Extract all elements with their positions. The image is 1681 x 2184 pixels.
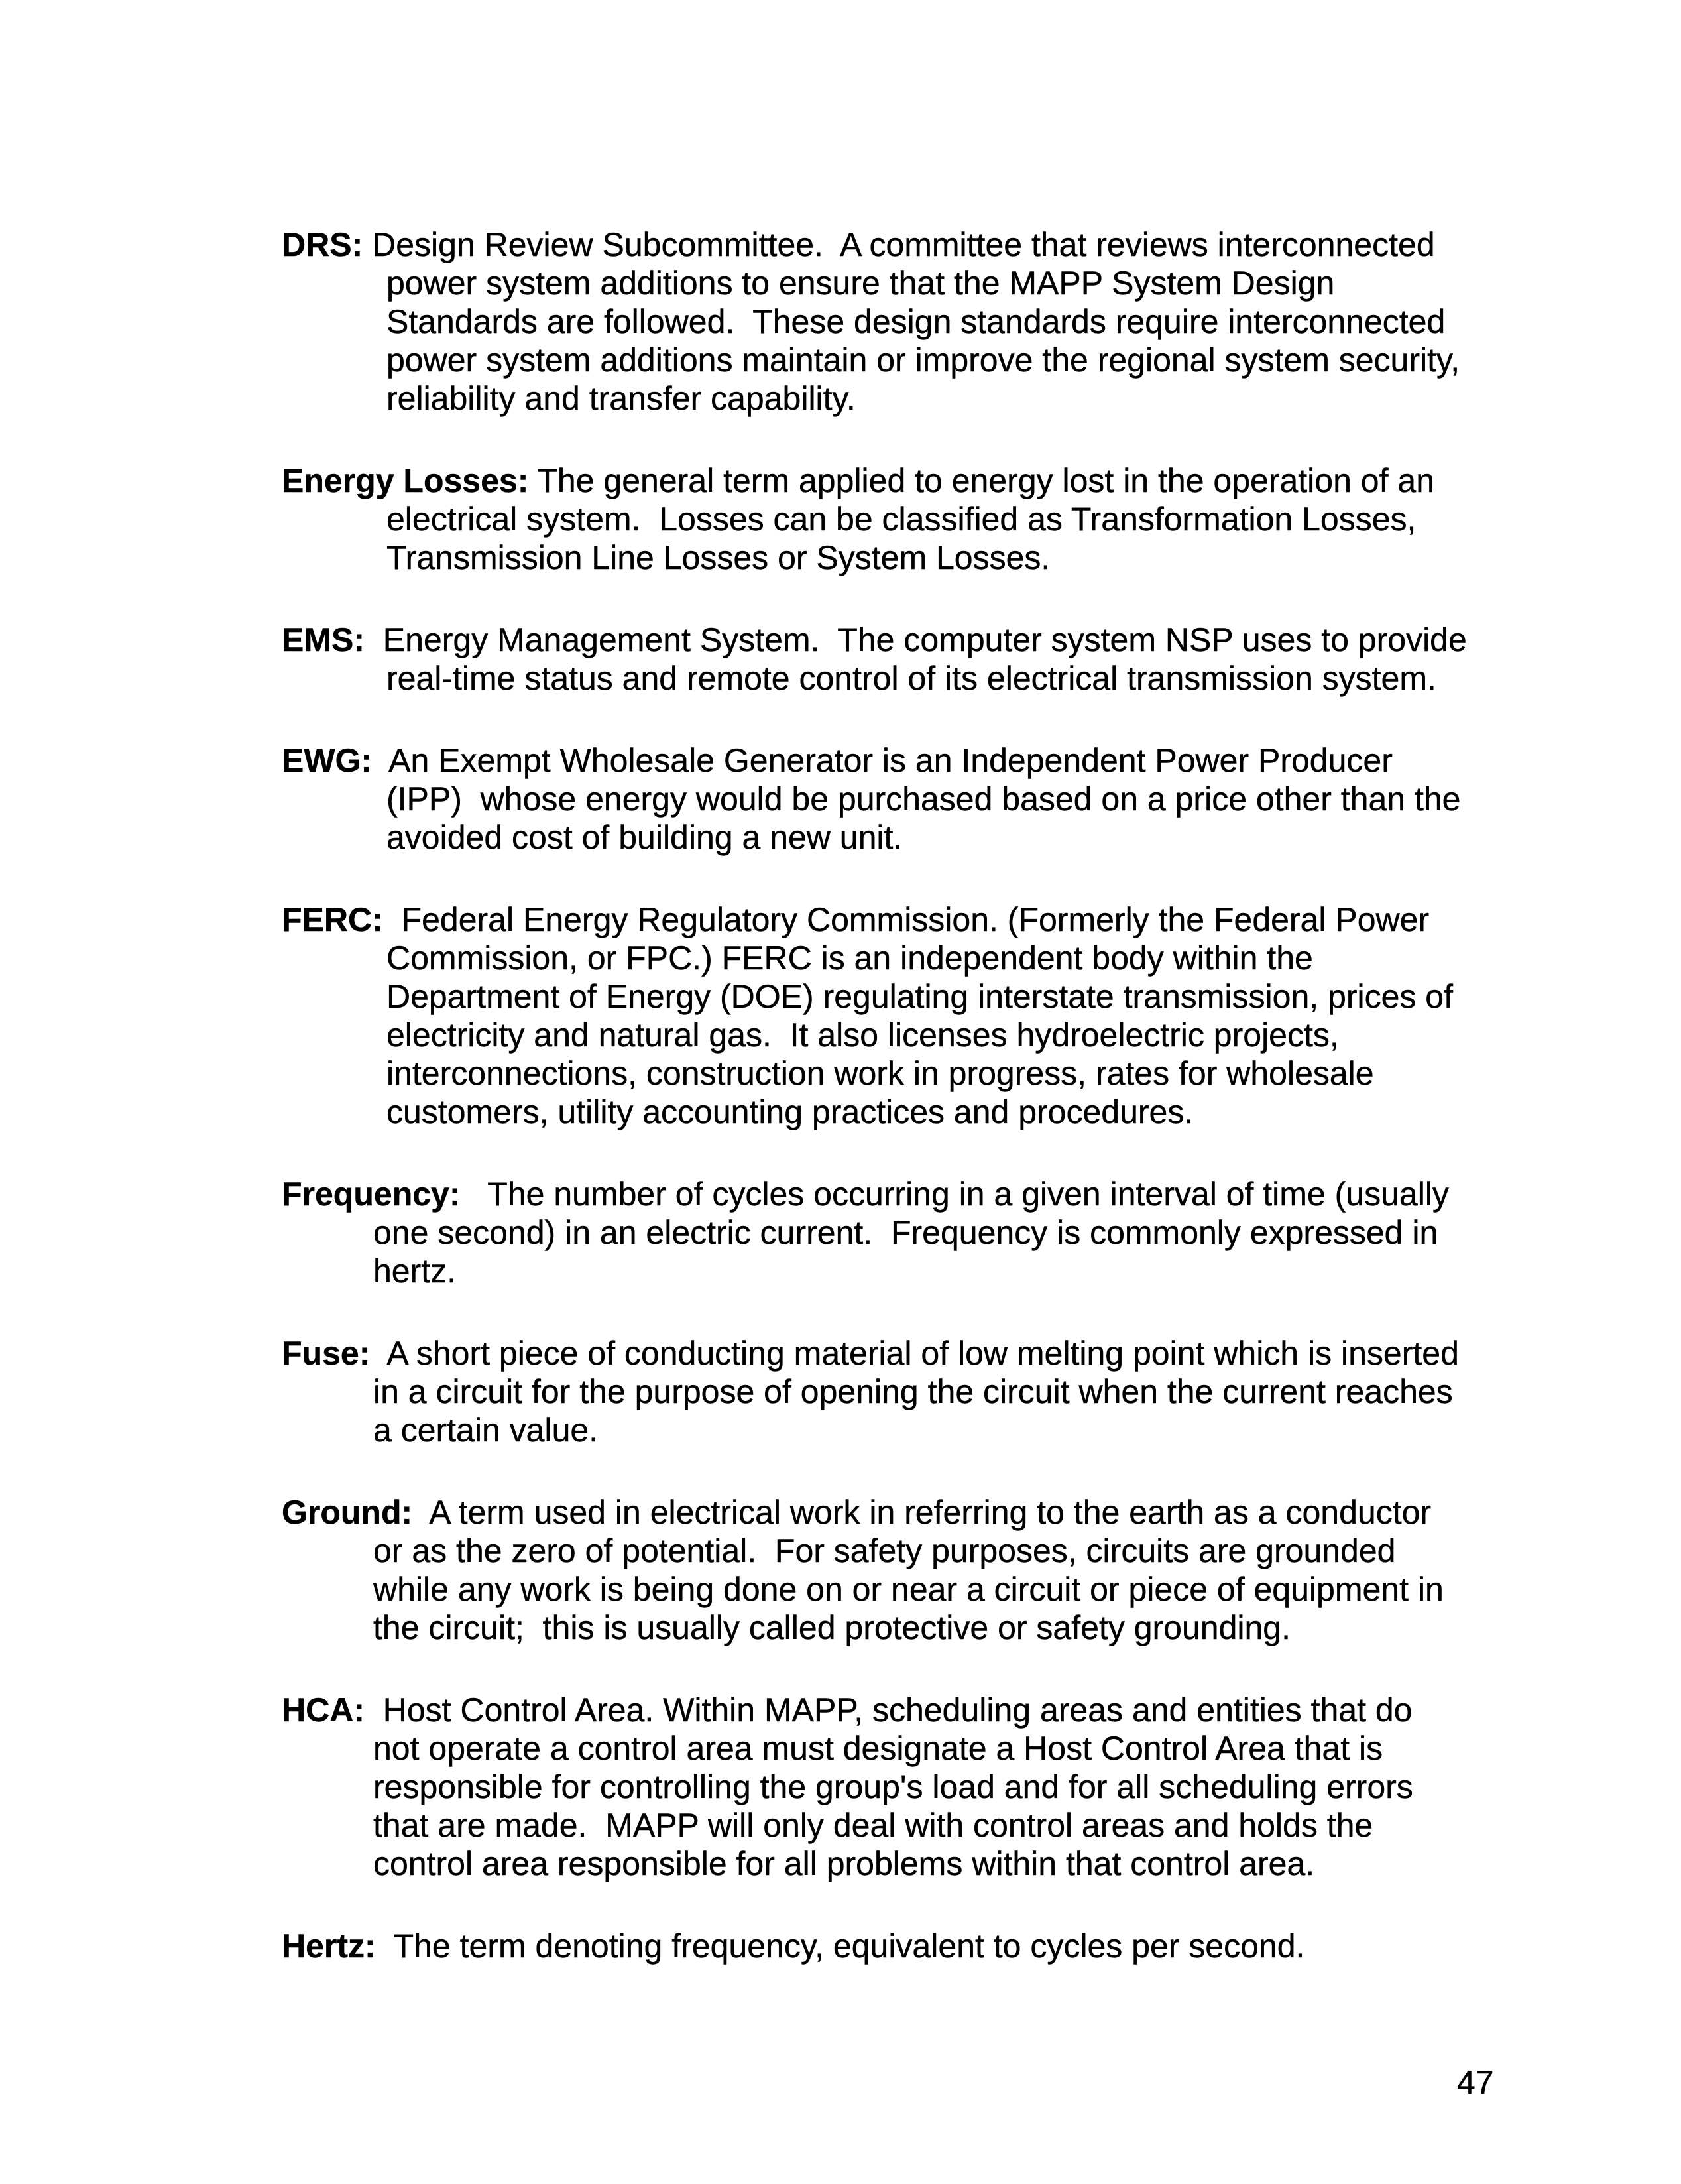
definition-ground: A term used in electrical work in referring to the earth as a conductor or as the zero of potential. For safety purposes, circuits are grounded while any work is being done on or near a circuit or piece of equipment in the circuit; this is usually called protective or safety grounding.: [373, 1494, 1444, 1646]
term-hertz: Hertz:: [282, 1927, 376, 1965]
term-ferc: FERC:: [282, 901, 383, 938]
definition-hca: Host Control Area. Within MAPP, scheduling areas and entities that do not operate a control area must designate a Host Control Area that is responsible for controlling the group's load and for all scheduling errors that are made. MAPP will only deal with control areas and holds the control area responsible for all problems within that control area.: [373, 1691, 1413, 1882]
glossary-entry-ewg: [282, 741, 1614, 857]
glossary-entry-hca: [282, 1691, 1614, 1883]
glossary-entry-fuse: [282, 1334, 1614, 1449]
glossary-entry-hertz: [282, 1927, 1614, 1965]
definition-ewg: An Exempt Wholesale Generator is an Independent Power Producer (IPP) whose energy would be purchased based on a price other than the avoided cost of building a new unit.: [386, 742, 1461, 856]
term-fuse: Fuse:: [282, 1335, 371, 1372]
term-energy-losses: Energy Losses:: [282, 462, 529, 499]
glossary-entry-ferc: [282, 900, 1614, 1131]
glossary-entry-ground: [282, 1493, 1614, 1647]
term-frequency: Frequency:: [282, 1176, 461, 1213]
glossary-content: [282, 225, 1614, 2009]
term-ems: EMS:: [282, 621, 365, 658]
definition-hertz: The term denoting frequency, equivalent to cycles per second.: [375, 1927, 1305, 1965]
term-ground: Ground:: [282, 1494, 413, 1531]
glossary-entry-energy-losses: [282, 461, 1614, 577]
definition-energy-losses: The general term applied to energy lost in the operation of an electrical system. Losses can be classified as Transformation Losses, Transmission Line Losses or System Losses.: [386, 462, 1435, 576]
term-drs: DRS:: [282, 226, 363, 263]
definition-frequency: The number of cycles occurring in a given interval of time (usually one second) in an electric current. Frequency is commonly expressed in hertz.: [373, 1176, 1449, 1290]
glossary-entry-drs: [282, 225, 1614, 418]
definition-ferc: Federal Energy Regulatory Commission. (Formerly the Federal Power Commission, or FPC.) FERC is an independent body within the Department of Energy (DOE) regulating interstate transmission, prices of electricity and natural gas. It also licenses hydroelectric projects, interconnections, construction work in progress, rates for wholesale customers, utility accounting practices and procedures.: [386, 901, 1454, 1130]
definition-fuse: A short piece of conducting material of low melting point which is inserted in a circuit for the purpose of opening the circuit when the current reaches a certain value.: [373, 1335, 1459, 1449]
glossary-entry-ems: [282, 621, 1614, 698]
term-ewg: EWG:: [282, 742, 373, 779]
definition-ems: Energy Management System. The computer system NSP uses to provide real-time status and remote control of its electrical transmission system.: [382, 621, 1467, 697]
glossary-entry-frequency: [282, 1175, 1614, 1290]
definition-drs: Design Review Subcommittee. A committee that reviews interconnected power system additions to ensure that the MAPP System Design Standards are followed. These design standards require interconnected power system additions maintain or improve the regional system security, reliability and transfer capability.: [372, 226, 1460, 417]
term-hca: HCA:: [282, 1691, 365, 1729]
page-number: 47: [1457, 2064, 1494, 2101]
